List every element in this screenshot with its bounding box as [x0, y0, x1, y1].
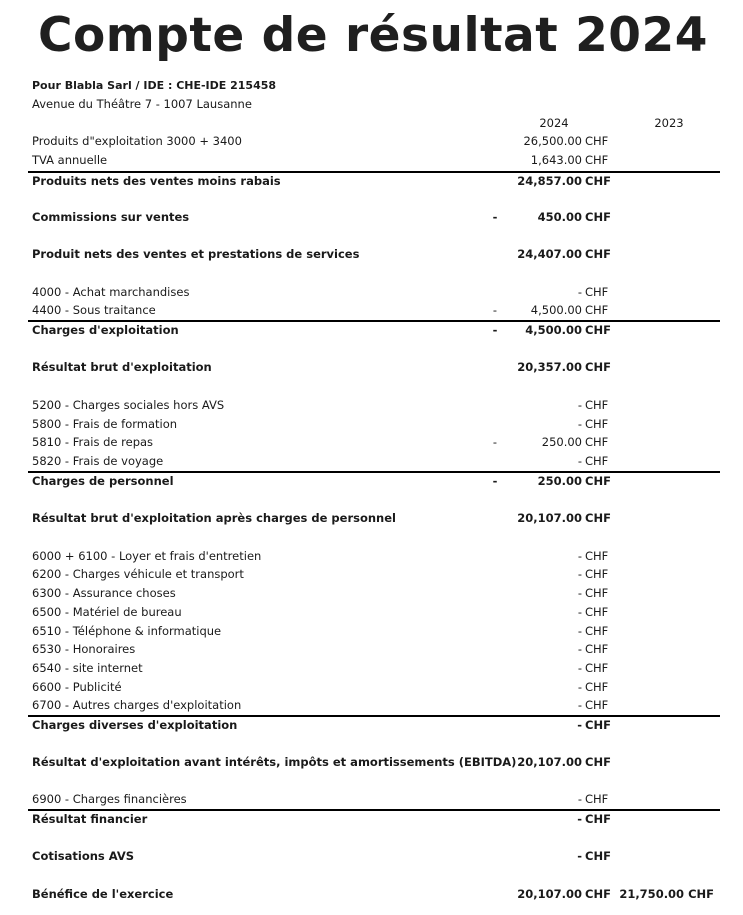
row-label: 6600 - Publicité — [32, 680, 122, 694]
row-sign: - — [492, 474, 498, 488]
statement-row — [0, 302, 743, 320]
row-label: Produit nets des ventes et prestations de services — [32, 247, 360, 261]
row-label: Produits nets des ventes moins rabais — [32, 174, 281, 188]
row-amount-2024: - — [577, 849, 582, 863]
statement-row — [0, 848, 743, 866]
row-currency-2024: CHF — [585, 247, 611, 261]
company-line: Pour Blabla Sarl / IDE : CHE-IDE 215458 — [32, 79, 277, 92]
statement-row — [0, 679, 743, 697]
statement-row — [0, 473, 743, 491]
statement-row — [0, 359, 743, 377]
row-label: Résultat brut d'exploitation — [32, 360, 212, 374]
row-label: 6300 - Assurance choses — [32, 586, 176, 600]
row-amount-2024: 20,357.00 — [517, 360, 582, 374]
row-amount-2024: - — [577, 642, 582, 656]
statement-row — [0, 152, 743, 170]
row-label: Résultat brut d'exploitation après charges de personnel — [32, 511, 396, 525]
row-currency-2024: CHF — [585, 605, 609, 619]
row-amount-2024: - — [577, 586, 582, 600]
row-currency-2024: CHF — [585, 474, 611, 488]
statement-row — [0, 641, 743, 659]
row-currency-2024: CHF — [585, 887, 611, 901]
row-label: Résultat d'exploitation avant intérêts, impôts et amortissements (EBITDA) — [32, 755, 517, 769]
row-currency-2024: CHF — [585, 661, 609, 675]
statement-row — [0, 284, 743, 302]
row-label: 6540 - site internet — [32, 661, 143, 675]
statement-row — [0, 453, 743, 471]
statement-row — [0, 548, 743, 566]
statement-row — [0, 623, 743, 641]
row-currency-2024: CHF — [585, 210, 611, 224]
row-label: 6530 - Honoraires — [32, 642, 136, 656]
row-amount-2024: - — [577, 680, 582, 694]
row-currency-2024: CHF — [585, 792, 609, 806]
statement-row — [0, 566, 743, 584]
row-currency-2024: CHF — [585, 435, 609, 449]
row-amount-2024: - — [577, 417, 582, 431]
row-amount-2024: 4,500.00 — [525, 323, 582, 337]
row-currency-2024: CHF — [585, 812, 611, 826]
row-currency-2024: CHF — [585, 567, 609, 581]
statement-row — [0, 660, 743, 678]
row-amount-2024: - — [577, 624, 582, 638]
statement-row — [0, 397, 743, 415]
row-sign: - — [492, 435, 498, 449]
row-currency-2024: CHF — [585, 642, 609, 656]
row-label: 6200 - Charges véhicule et transport — [32, 567, 244, 581]
row-currency-2024: CHF — [585, 755, 611, 769]
statement-row — [0, 697, 743, 715]
row-amount-2024: 1,643.00 — [530, 153, 582, 167]
page-title: Compte de résultat 2024 — [38, 8, 708, 63]
row-label: Bénéfice de l'exercice — [32, 887, 174, 901]
row-currency-2024: CHF — [585, 511, 611, 525]
row-amount-2024: - — [577, 285, 582, 299]
row-label: 6510 - Téléphone & informatique — [32, 624, 222, 638]
statement-row — [0, 811, 743, 829]
year-header-current: 2024 — [539, 116, 569, 130]
statement-row — [0, 886, 743, 904]
row-label: Produits d"exploitation 3000 + 3400 — [32, 134, 242, 148]
row-amount-2024: 4,500.00 — [530, 303, 582, 317]
statement-row — [0, 585, 743, 603]
row-amount-2024: 450.00 — [537, 210, 582, 224]
row-amount-2024: - — [577, 398, 582, 412]
row-amount-2024: 26,500.00 — [523, 134, 582, 148]
row-amount-2024: 24,407.00 — [517, 247, 582, 261]
row-currency-2024: CHF — [585, 303, 609, 317]
row-label: 4000 - Achat marchandises — [32, 285, 190, 299]
row-amount-2024: 250.00 — [541, 435, 582, 449]
row-amount-2024: 20,107.00 — [517, 887, 582, 901]
row-sign: - — [492, 303, 498, 317]
row-amount-2024: - — [577, 567, 582, 581]
row-amount-2024: - — [577, 792, 582, 806]
row-currency-2024: CHF — [585, 360, 611, 374]
row-currency-2024: CHF — [585, 153, 609, 167]
row-amount-2024: - — [577, 454, 582, 468]
row-sign: - — [492, 323, 498, 337]
row-label: Résultat financier — [32, 812, 148, 826]
row-label: 6000 + 6100 - Loyer et frais d'entretien — [32, 549, 262, 563]
row-sign: - — [492, 210, 498, 224]
row-label: Charges d'exploitation — [32, 323, 179, 337]
row-currency-2024: CHF — [585, 586, 609, 600]
row-amount-2024: - — [577, 698, 582, 712]
row-label: 6500 - Matériel de bureau — [32, 605, 182, 619]
row-label: 6700 - Autres charges d'exploitation — [32, 698, 242, 712]
row-currency-2024: CHF — [585, 698, 609, 712]
statement-row — [0, 510, 743, 528]
row-label: 4400 - Sous traitance — [32, 303, 156, 317]
row-label: 5810 - Frais de repas — [32, 435, 154, 449]
statement-row — [0, 209, 743, 227]
year-header-previous: 2023 — [654, 116, 684, 130]
row-currency-2024: CHF — [585, 680, 609, 694]
row-amount-2024: - — [577, 718, 582, 732]
statement-row — [0, 322, 743, 340]
row-currency-2024: CHF — [585, 323, 611, 337]
row-currency-2024: CHF — [585, 285, 609, 299]
address-line: Avenue du Théâtre 7 - 1007 Lausanne — [32, 97, 252, 111]
row-amount-2024: 24,857.00 — [517, 174, 582, 188]
statement-row — [0, 717, 743, 735]
row-amount-2024: - — [577, 812, 582, 826]
row-label: Charges de personnel — [32, 474, 174, 488]
statement-row — [0, 434, 743, 452]
row-currency-2024: CHF — [585, 849, 611, 863]
row-currency-2024: CHF — [585, 624, 609, 638]
statement-row — [0, 604, 743, 622]
row-label: Cotisations AVS — [32, 849, 135, 863]
row-amount-2024: 20,107.00 — [517, 511, 582, 525]
statement-row — [0, 246, 743, 264]
row-amount-2024: - — [577, 605, 582, 619]
row-amount-2024: - — [577, 661, 582, 675]
row-currency-2024: CHF — [585, 454, 609, 468]
statement-row — [0, 754, 743, 772]
row-currency-2024: CHF — [585, 398, 609, 412]
row-currency-2024: CHF — [585, 718, 611, 732]
row-amount-2024: 20,107.00 — [517, 755, 582, 769]
statement-row — [0, 791, 743, 809]
row-label: 6900 - Charges financières — [32, 792, 187, 806]
row-label: Commissions sur ventes — [32, 210, 190, 224]
statement-row — [0, 173, 743, 191]
row-currency-2024: CHF — [585, 549, 609, 563]
row-currency-2024: CHF — [585, 174, 611, 188]
row-amount-2024: 250.00 — [537, 474, 582, 488]
statement-row — [0, 133, 743, 151]
row-label: 5200 - Charges sociales hors AVS — [32, 398, 225, 412]
row-currency-2024: CHF — [585, 134, 609, 148]
statement-row — [0, 416, 743, 434]
row-currency-2024: CHF — [585, 417, 609, 431]
row-amount-2023: 21,750.00 CHF — [619, 887, 714, 901]
row-label: TVA annuelle — [32, 153, 108, 167]
row-label: Charges diverses d'exploitation — [32, 718, 238, 732]
row-label: 5800 - Frais de formation — [32, 417, 178, 431]
row-label: 5820 - Frais de voyage — [32, 454, 164, 468]
row-amount-2024: - — [577, 549, 582, 563]
